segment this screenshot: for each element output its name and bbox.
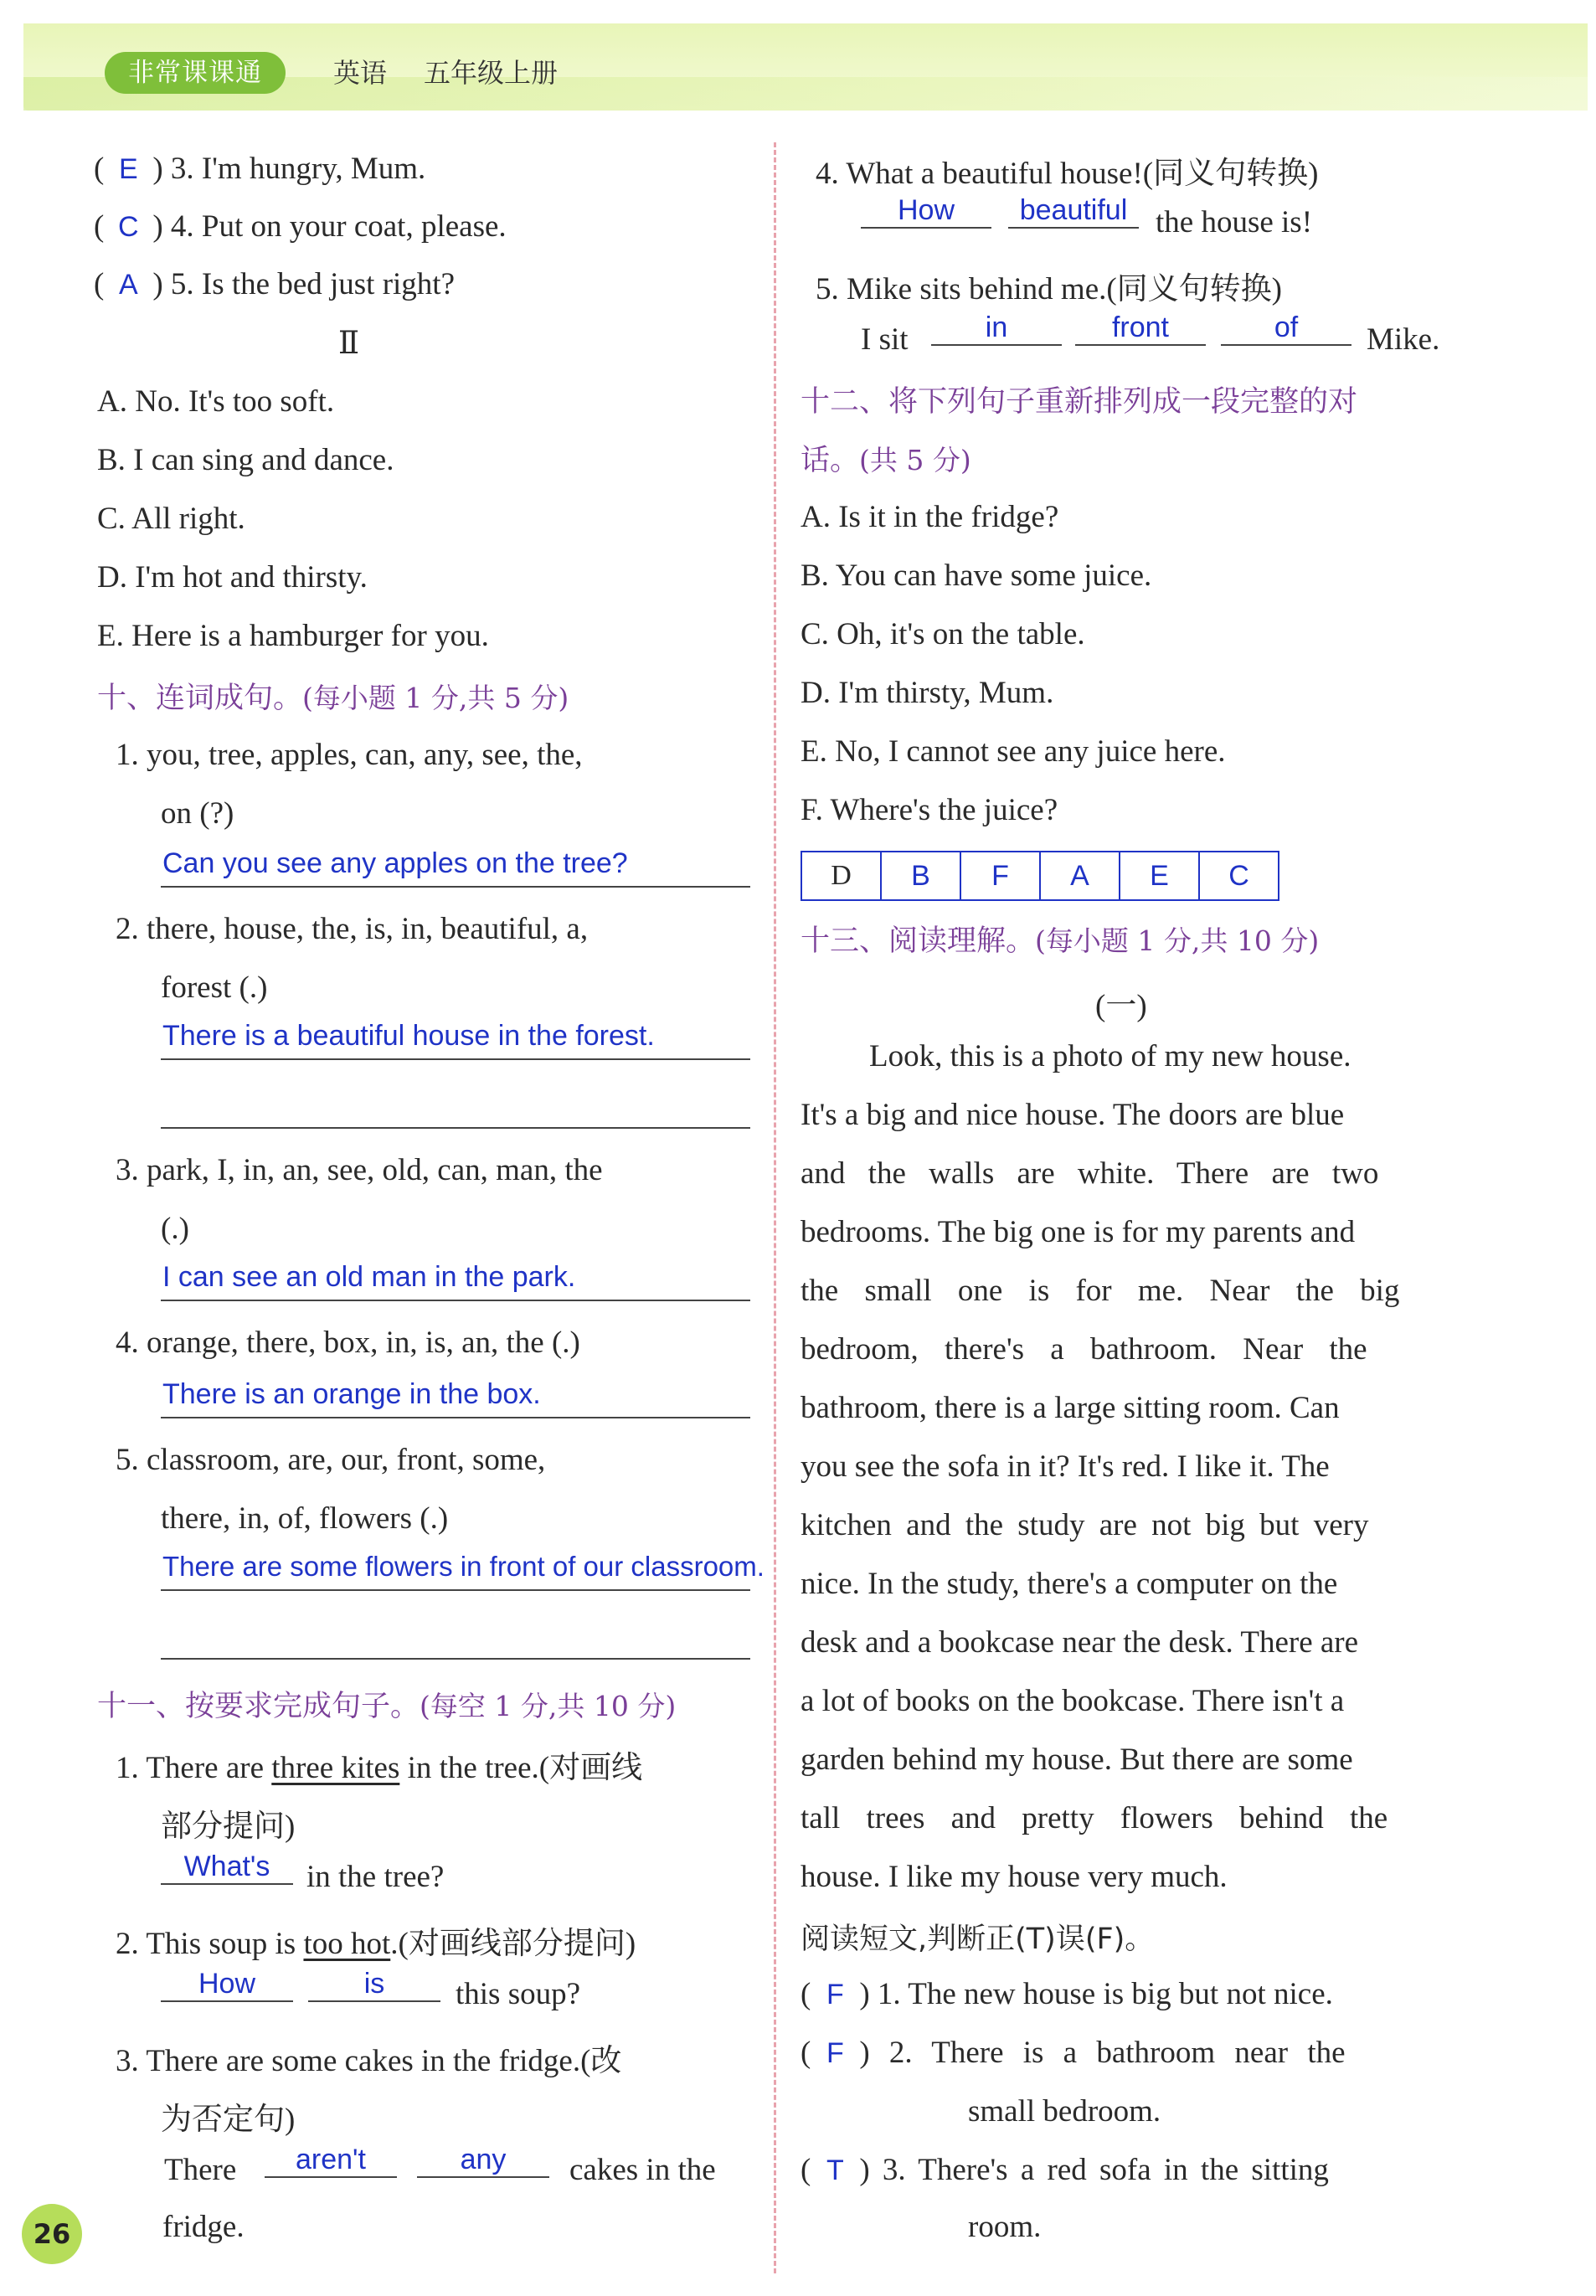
q11-2-blank2: is: [308, 1968, 440, 2002]
q11-3-line4: fridge.: [162, 2210, 245, 2244]
answer-letter: C: [118, 211, 139, 243]
passage-line: garden behind my house. But there are some: [801, 1743, 1353, 1777]
q11-2-blank1: How: [161, 1968, 293, 2002]
passage-line: and the walls are white. There are two: [801, 1156, 1379, 1191]
answer-item: ( E ) 3. I'm hungry, Mum.: [94, 152, 426, 186]
tf-item: ( F ) 2. There is a bathroom near the: [801, 2036, 1346, 2070]
dialog-option-d: D. I'm thirsty, Mum.: [801, 676, 1054, 710]
order-answer-grid: [801, 851, 1279, 901]
q11-2-line1: [116, 1918, 636, 1963]
dialog-option-e: E. No, I cannot see any juice here.: [801, 734, 1226, 769]
passage-line: a lot of books on the bookcase. There isn't a: [801, 1684, 1345, 1718]
section-title: 十三、阅读理解。: [801, 924, 1036, 958]
q10-3-line2: (.): [161, 1212, 189, 1246]
option-d: D. I'm hot and thirsty.: [97, 560, 368, 595]
passage-line: you see the sofa in it? It's red. I like it. The: [801, 1449, 1330, 1484]
q10-2-answer: There is a beautiful house in the forest.: [162, 1020, 655, 1052]
q10-5-line1: 5. classroom, are, our, front, some,: [116, 1443, 546, 1477]
answer-letter: E: [118, 153, 138, 185]
dialog-option-f: F. Where's the juice?: [801, 793, 1058, 827]
q11-5-rest: Mike.: [1367, 322, 1440, 357]
q11-4-blank1: How: [861, 194, 991, 229]
q11-3-rest: cakes in the: [569, 2153, 716, 2187]
q11-2-rest: this soup?: [456, 1977, 581, 2011]
option-b: B. I can sing and dance.: [97, 443, 394, 477]
item-text: 5. Is the bed just right?: [170, 267, 456, 301]
answer-line: [161, 1058, 750, 1060]
q11-5-blank3: of: [1221, 311, 1351, 346]
q11-3-blank2: any: [417, 2144, 549, 2178]
section-13-heading: [801, 918, 1319, 960]
tf-answer: T: [826, 2154, 844, 2186]
answer-item: ( A ) 5. Is the bed just right?: [94, 267, 456, 301]
q11-1-line1: [116, 1742, 642, 1787]
q11-5-blank2: front: [1075, 311, 1206, 346]
q10-5-line2: there, in, of, flowers (.): [161, 1501, 449, 1536]
answer-line: [161, 886, 750, 888]
answer-line: [161, 1300, 750, 1301]
q11-3-line2: 为否定句): [161, 2103, 296, 2137]
section-11-heading: [97, 1683, 676, 1725]
text-part: 1. There are: [116, 1751, 272, 1785]
option-e: E. Here is a hamburger for you.: [97, 619, 489, 653]
answer-item: ( C ) 4. Put on your coat, please.: [94, 209, 507, 244]
passage-line: house. I like my house very much.: [801, 1860, 1228, 1894]
option-a: A. No. It's too soft.: [97, 384, 335, 419]
answer-line: [161, 1127, 750, 1129]
section-title: 十一、按要求完成句子。: [97, 1690, 420, 1723]
q11-1-line2: 部分提问): [161, 1810, 296, 1844]
section-title: 十、连词成句。: [97, 682, 303, 715]
passage-line: the small one is for me. Near the big: [801, 1274, 1400, 1308]
passage-line: tall trees and pretty flowers behind the: [801, 1801, 1388, 1835]
q10-2-line2: forest (.): [161, 970, 268, 1005]
text-part: .(对画线部分提问): [390, 1927, 636, 1961]
answer-line: [161, 1658, 750, 1660]
part-roman: Ⅱ: [338, 327, 360, 361]
q10-1-line1: 1. you, tree, apples, can, any, see, the,: [116, 738, 583, 772]
q11-4-line1: 4. What a beautiful house!(同义句转换): [816, 157, 1319, 191]
section-12-heading: 十二、将下列句子重新排列成一段完整的对: [801, 385, 1358, 419]
underlined-phrase: too hot: [303, 1927, 391, 1961]
book-badge: 非常课课通: [105, 52, 286, 94]
order-cell: D: [802, 852, 882, 899]
passage-line: nice. In the study, there's a computer on the: [801, 1567, 1338, 1601]
underlined-phrase: three kites: [271, 1751, 400, 1785]
q10-4-answer: There is an orange in the box.: [162, 1378, 541, 1410]
section-points: (每小题 1 分,共 10 分): [1035, 924, 1320, 957]
text-part: 2. This soup is: [116, 1927, 304, 1961]
answer-line: [161, 1589, 750, 1591]
order-cell: C: [1228, 860, 1249, 892]
passage-part-label: (一): [1095, 989, 1147, 1023]
section-12-heading-cont: [801, 437, 971, 479]
order-cell: E: [1120, 852, 1200, 899]
tf-text: 2. There is a bathroom near the: [888, 2036, 1346, 2070]
dialog-option-b: B. You can have some juice.: [801, 559, 1152, 593]
tf-item: ( F ) 1. The new house is big but not nice.: [801, 1977, 1333, 2011]
q10-4-line1: 4. orange, there, box, in, is, an, the (.): [116, 1326, 580, 1360]
answer-letter: A: [118, 269, 138, 301]
passage-line: kitchen and the study are not big but very: [801, 1508, 1369, 1542]
q11-4-rest: the house is!: [1156, 205, 1313, 239]
grade-label: 五年级上册: [424, 57, 559, 89]
q10-2-line1: 2. there, house, the, is, in, beautiful, a,: [116, 912, 589, 946]
page-number: 26: [22, 2204, 82, 2264]
q11-5-line1: 5. Mike sits behind me.(同义句转换): [816, 272, 1283, 306]
section-points: (共 5 分): [859, 444, 971, 476]
order-cell: B: [882, 852, 961, 899]
section-10-heading: [97, 675, 569, 717]
subject-label: 英语: [333, 57, 388, 89]
q10-5-answer: There are some flowers in front of our classroom.: [162, 1551, 765, 1582]
tf-continuation: room.: [968, 2210, 1042, 2244]
tf-continuation: small bedroom.: [968, 2094, 1161, 2129]
q11-3-line1: 3. There are some cakes in the fridge.(改: [116, 2044, 622, 2078]
q10-1-answer: Can you see any apples on the tree?: [162, 847, 628, 879]
passage-line: bedroom, there's a bathroom. Near the: [801, 1332, 1367, 1367]
q11-1-blank: What's: [161, 1851, 293, 1885]
dialog-option-c: C. Oh, it's on the table.: [801, 617, 1085, 651]
tf-answer: F: [826, 2037, 844, 2069]
passage-line: bathroom, there is a large sitting room. Can: [801, 1391, 1340, 1425]
section-title: 话。: [801, 444, 860, 477]
column-divider: [774, 142, 776, 2273]
passage-line: desk and a bookcase near the desk. There are: [801, 1625, 1359, 1660]
q11-3-pre: There: [164, 2153, 237, 2187]
passage-line: It's a big and nice house. The doors are blue: [801, 1098, 1345, 1132]
item-text: 4. Put on your coat, please.: [170, 209, 507, 244]
passage-line: Look, this is a photo of my new house.: [869, 1039, 1351, 1073]
q11-1-rest: in the tree?: [306, 1860, 445, 1894]
option-c: C. All right.: [97, 502, 245, 536]
q10-3-line1: 3. park, I, in, an, see, old, can, man, the: [116, 1153, 603, 1187]
section-points: (每空 1 分,共 10 分): [420, 1690, 677, 1722]
q11-3-blank1: aren't: [265, 2144, 397, 2178]
dialog-option-a: A. Is it in the fridge?: [801, 500, 1059, 534]
reading-instruction: 阅读短文,判断正(T)误(F)。: [801, 1923, 1155, 1956]
order-cell: F: [961, 852, 1041, 899]
tf-item: ( T ) 3. There's a red sofa in the sitting: [801, 2153, 1329, 2187]
passage-line: bedrooms. The big one is for my parents and: [801, 1215, 1356, 1249]
tf-text: 3. There's a red sofa in the sitting: [882, 2153, 1329, 2187]
q11-5-pre: I sit: [861, 322, 909, 357]
q10-3-answer: I can see an old man in the park.: [162, 1261, 576, 1293]
answer-line: [161, 1417, 750, 1418]
tf-answer: F: [826, 1979, 844, 2010]
text-part: in the tree.(对画线: [399, 1751, 643, 1785]
section-points: (每小题 1 分,共 5 分): [302, 682, 569, 714]
q10-1-line2: on (?): [161, 796, 234, 831]
tf-text: 1. The new house is big but not nice.: [877, 1977, 1333, 2011]
item-text: 3. I'm hungry, Mum.: [170, 152, 426, 186]
order-cell: A: [1041, 852, 1120, 899]
q11-5-blank1: in: [931, 311, 1062, 346]
q11-4-blank2: beautiful: [1008, 194, 1139, 229]
